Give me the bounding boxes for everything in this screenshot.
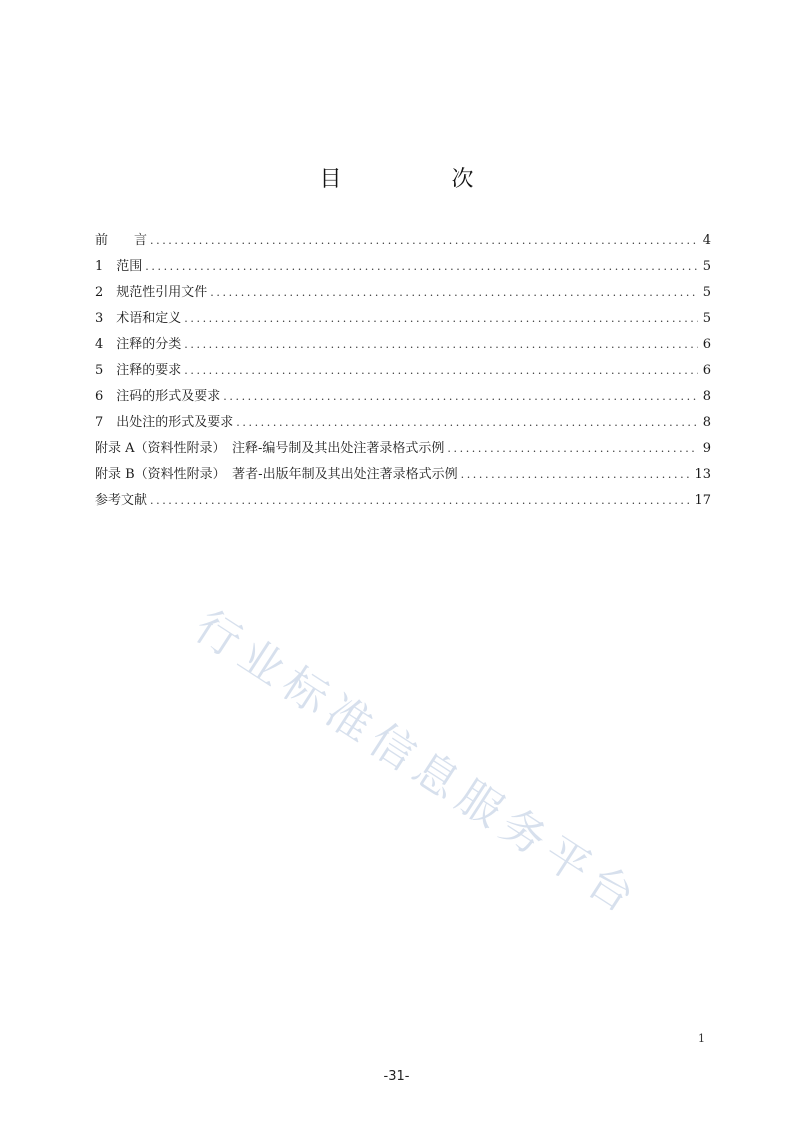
- toc-entry-page: 4: [702, 233, 711, 248]
- watermark: 行业标准信息服务平台: [185, 600, 650, 927]
- toc-entry-appendix-b[interactable]: [95, 462, 711, 488]
- toc-entry-source-notes[interactable]: [95, 410, 711, 436]
- toc-entry-label: 1 范围: [95, 259, 143, 274]
- toc-dot-leader: [210, 280, 698, 306]
- toc-entry-page: 9: [702, 441, 711, 456]
- toc-entry-label: 参考文献: [95, 493, 148, 508]
- toc-entry-page: 6: [702, 363, 711, 378]
- toc-entry-label: 3 术语和定义: [95, 311, 182, 326]
- toc-entry-page: 6: [702, 337, 711, 352]
- toc-entry-page: 5: [702, 259, 711, 274]
- toc-dot-leader: [150, 228, 698, 254]
- toc-dot-leader: [461, 462, 692, 488]
- toc-entry-requirements[interactable]: [95, 358, 711, 384]
- toc-entry-note-marks[interactable]: [95, 384, 711, 410]
- toc-entry-page: 8: [702, 389, 711, 404]
- toc-entry-page: 5: [702, 311, 711, 326]
- toc-entry-normative-references[interactable]: [95, 280, 711, 306]
- toc-entry-classification[interactable]: [95, 332, 711, 358]
- toc-dot-leader: [150, 488, 691, 514]
- toc-entry-label: 5 注释的要求: [95, 363, 182, 378]
- footer-page-number: -31-: [383, 1069, 410, 1084]
- toc-entry-label: 6 注码的形式及要求: [95, 389, 221, 404]
- table-of-contents: [95, 228, 711, 514]
- toc-entry-bibliography[interactable]: [95, 488, 711, 514]
- toc-entry-label: 附录 A（资料性附录） 注释-编号制及其出处注著录格式示例: [95, 441, 445, 456]
- page-title: 目 次: [319, 167, 518, 192]
- toc-entry-foreword[interactable]: [95, 228, 711, 254]
- toc-entry-appendix-a[interactable]: [95, 436, 711, 462]
- corner-page-number: 1: [698, 1032, 705, 1045]
- toc-entry-label: 前 言: [95, 233, 148, 248]
- toc-entry-label: 7 出处注的形式及要求: [95, 415, 234, 430]
- toc-entry-page: 13: [694, 467, 711, 482]
- toc-dot-leader: [447, 436, 698, 462]
- toc-dot-leader: [184, 306, 698, 332]
- toc-entry-scope[interactable]: [95, 254, 711, 280]
- toc-entry-page: 5: [702, 285, 711, 300]
- toc-entry-label: 4 注释的分类: [95, 337, 182, 352]
- toc-dot-leader: [236, 410, 698, 436]
- toc-dot-leader: [223, 384, 698, 410]
- toc-entry-page: 17: [694, 493, 711, 508]
- toc-entry-page: 8: [702, 415, 711, 430]
- toc-entry-label: 附录 B（资料性附录） 著者-出版年制及其出处注著录格式示例: [95, 467, 458, 482]
- toc-dot-leader: [145, 254, 698, 280]
- toc-entry-label: 2 规范性引用文件: [95, 285, 208, 300]
- toc-dot-leader: [184, 358, 698, 384]
- toc-entry-terms-definitions[interactable]: [95, 306, 711, 332]
- toc-dot-leader: [184, 332, 698, 358]
